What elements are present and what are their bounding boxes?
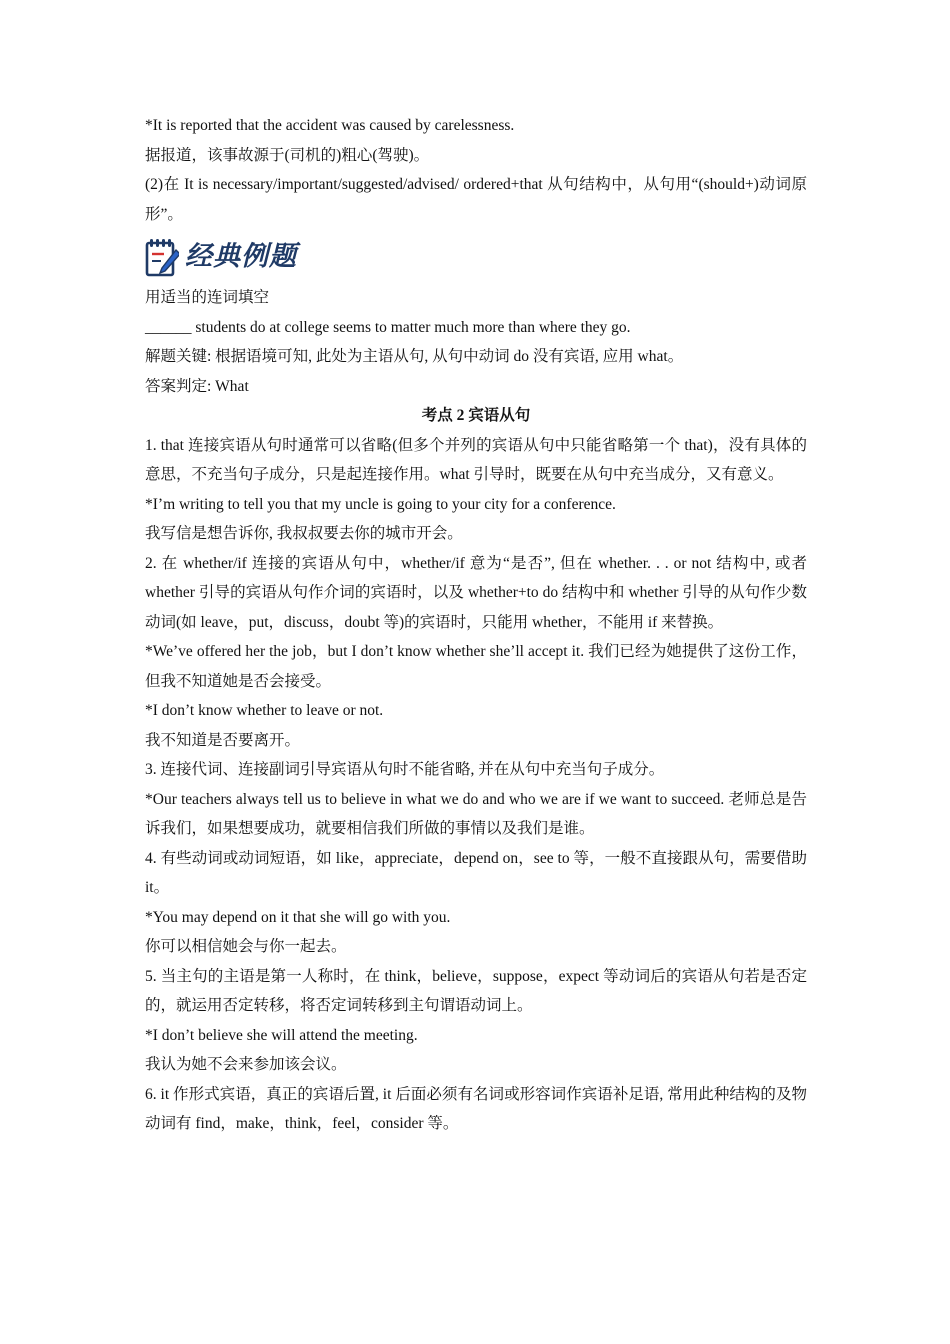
point-item: 6. it 作形式宾语，真正的宾语后置, it 后面必须有名词或形容词作宾语补足语, 常用此种结构的及物动词有 find，make，think，feel，consider 等。	[145, 1085, 807, 1132]
point-item: 你可以相信她会与你一起去。	[145, 938, 347, 955]
example-header	[145, 231, 807, 283]
exercise-question: ______ students do at college seems to matter much more than where they go.	[145, 318, 631, 336]
section-title: 考点 2 宾语从句	[421, 407, 531, 424]
document-body	[145, 111, 807, 1139]
point-item: *We’ve offered her the job，but I don’t know whether she’ll accept it. 我们已经为她提供了这份工作，但我不知道她是否会接受。	[145, 643, 807, 690]
rule-paragraph: (2)在 It is necessary/important/suggested/advised/ ordered+that 从句结构中，从句用“(should+)动词原形”。	[145, 176, 807, 223]
point-item: *I’m writing to tell you that my uncle is going to your city for a conference.	[145, 495, 616, 513]
point-item: 我不知道是否要离开。	[145, 731, 301, 749]
solution-key: 解题关键: 根据语境可知, 此处为主语从句, 从句中动词 do 没有宾语, 应用 what。	[145, 348, 684, 365]
point-item: 2. 在 whether/if 连接的宾语从句中，whether/if 意为“是否”, 但在 whether. . . or not 结构中, 或者 whether 引导的宾语从句作介词的宾语时，以及 whether+to do 结构中和 whether 引导的从句作少数动词(如 leave，put，discuss，doubt 等)的宾语时，只能用 whether，不能用 if 来替换。	[145, 554, 807, 631]
notebook-pencil-icon	[145, 237, 179, 277]
point-item: 3. 连接代词、连接副词引导宾语从句时不能省略, 并在从句中充当句子成分。	[145, 761, 665, 778]
point-item: 4. 有些动词或动词短语，如 like，appreciate，depend on，see to 等，一般不直接跟从句，需要借助 it。	[145, 849, 807, 896]
point-item: *You may depend on it that she will go with you.	[145, 908, 451, 926]
example-header-title: 经典例题	[185, 241, 297, 273]
point-item: 5. 当主句的主语是第一人称时，在 think，believe，suppose，expect 等动词后的宾语从句若是否定的，就运用否定转移，将否定词转移到主句谓语动词上。	[145, 967, 807, 1014]
point-item: 1. that 连接宾语从句时通常可以省略(但多个并列的宾语从句中只能省略第一个 that)，没有具体的意思，不充当句子成分，只是起连接作用。what 引导时，既要在从句中充当成分，又有意义。	[145, 436, 807, 483]
point-item: 我写信是想告诉你, 我叔叔要去你的城市开会。	[145, 525, 463, 542]
point-item: *Our teachers always tell us to believe in what we do and who we are if we want to succeed. 老师总是告诉我们，如果想要成功，就要相信我们所做的事情以及我们是谁。	[145, 790, 807, 837]
point-item: *I don’t believe she will attend the meeting.	[145, 1026, 418, 1044]
answer-line: 答案判定: What	[145, 377, 249, 395]
example-sentence: *It is reported that the accident was caused by carelessness.	[145, 117, 515, 134]
exercise-instruction: 用适当的连词填空	[145, 289, 270, 306]
point-item: 我认为她不会来参加该会议。	[145, 1056, 347, 1073]
point-item: *I don’t know whether to leave or not.	[145, 702, 384, 719]
example-translation: 据报道，该事故源于(司机的)粗心(驾驶)。	[145, 146, 430, 164]
